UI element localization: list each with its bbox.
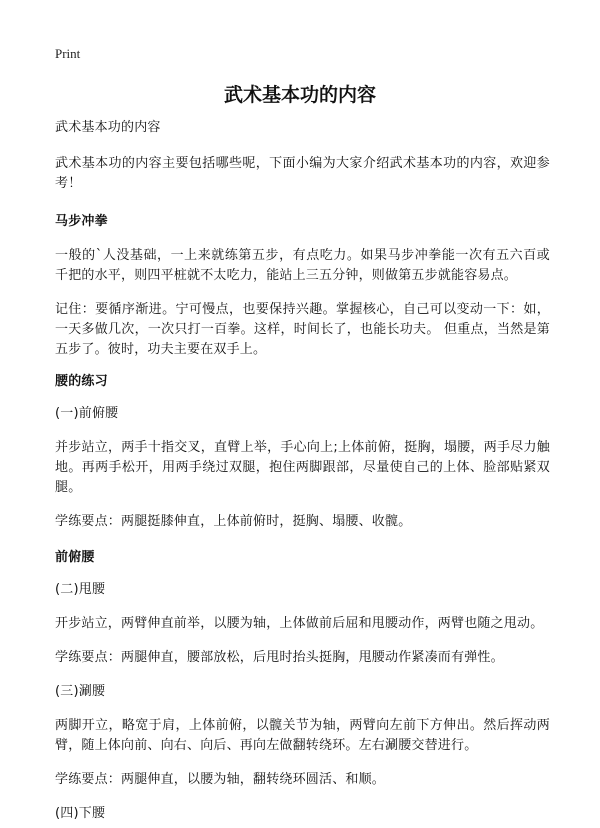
key-points: 学练要点：两腿伸直，腰部放松，后甩时抬头挺胸，甩腰动作紧凑而有弹性。 [55, 650, 504, 665]
paragraph: 开步站立，两臂伸直前举，以腰为轴，上体做前后屈和甩腰动作，两臂也随之甩动。 [55, 616, 544, 631]
article-subtitle: 武术基本功的内容 [55, 120, 161, 135]
key-points: 学练要点：两腿伸直，以腰为轴，翻转绕环圆活、和顺。 [55, 772, 386, 787]
key-points: 学练要点：两腿挺膝伸直，上体前俯时，挺胸、塌腰、收髋。 [55, 514, 412, 529]
print-link[interactable]: Print [55, 46, 81, 61]
paragraph: 两脚开立，略宽于肩，上体前俯，以髋关节为轴，两臂向左前下方伸出。然后挥动两臂，随上体向前、向右、向后、再向左做翻转绕环。左右涮腰交替进行。 [55, 718, 550, 753]
intro-paragraph: 武术基本功的内容主要包括哪些呢，下面小编为大家介绍武术基本功的内容，欢迎参考！ [55, 156, 550, 191]
section-heading-horse-stance-punch: 马步冲拳 [55, 214, 108, 229]
paragraph: 并步站立，两手十指交叉，直臂上举，手心向上;上体前俯，挺胸，塌腰，两手尽力触地。再两手松开，用两手绕过双腿，抱住两脚跟部，尽量使自己的上体、脸部贴紧双腿。 [55, 440, 550, 495]
subsection-heading: (一)前俯腰 [55, 406, 119, 421]
article-body [55, 118, 550, 824]
paragraph: 一般的`人没基础，一上来就练第五步，有点吃力。如果马步冲拳能一次有五六百或千把的水平，则四平桩就不太吃力，能站上三五分钟，则做第五步就能容易点。 [55, 248, 550, 283]
subsection-heading: (四)下腰 [55, 806, 106, 821]
subsection-heading: (三)涮腰 [55, 684, 106, 699]
subsection-heading: (二)甩腰 [55, 582, 106, 597]
paragraph: 记住：要循序渐进。宁可慢点，也要保持兴趣。掌握核心，自己可以变动一下：如，一天多做几次，一次只打一百拳。这样，时间长了，也能长功夫。 但重点，当然是第五步了。彼时，功夫主要在双手上。 [55, 302, 550, 357]
section-heading-waist-practice: 腰的练习 [55, 374, 108, 389]
article-title: 武术基本功的内容 [223, 84, 376, 106]
section-heading-forward-bend: 前俯腰 [55, 550, 95, 565]
